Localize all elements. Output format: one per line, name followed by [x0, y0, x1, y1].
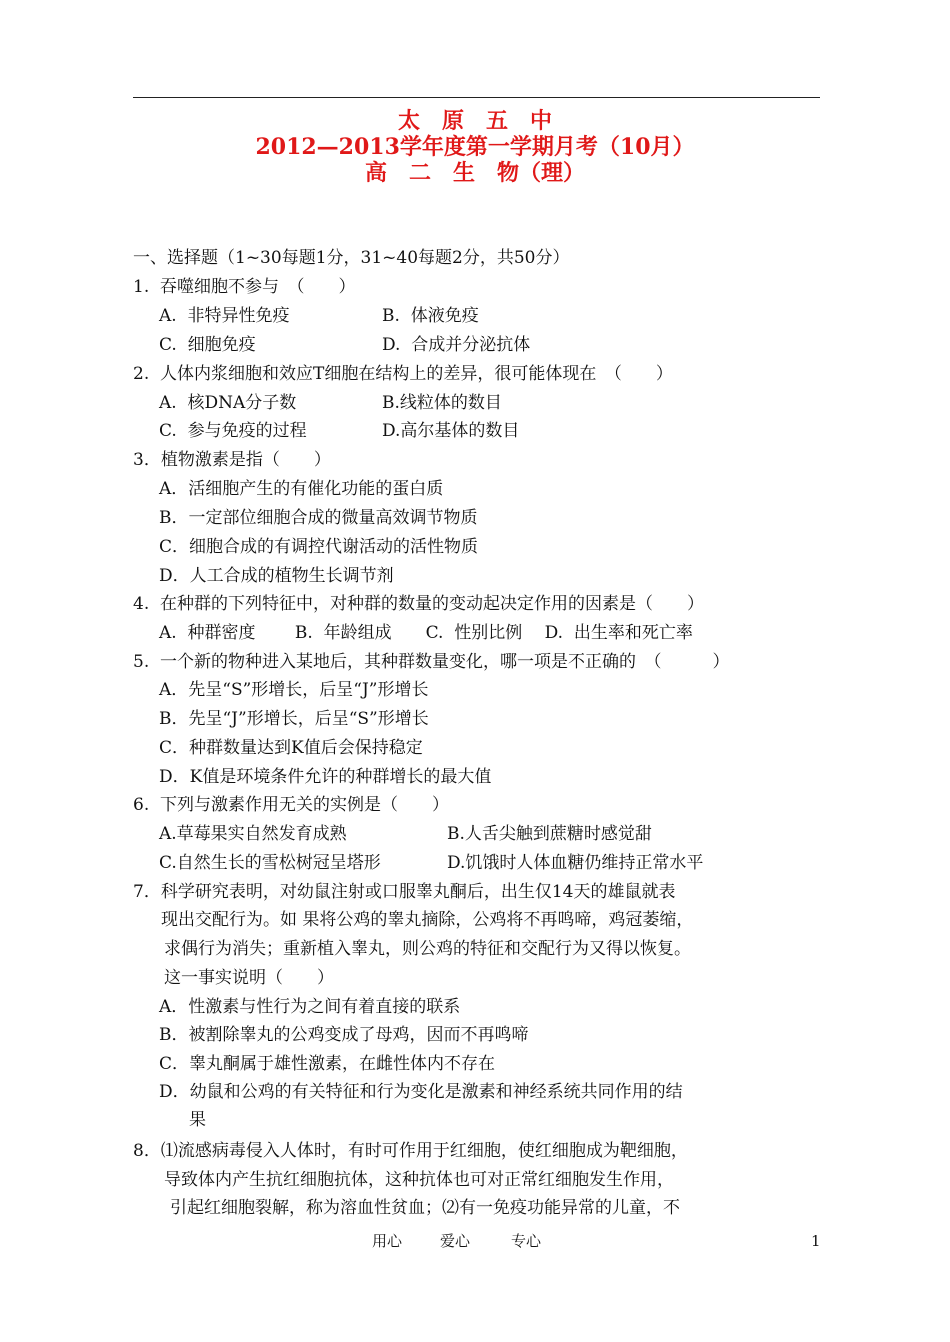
question-1-option-c: C. 细胞免疫 [159, 335, 256, 355]
question-2-option-d: D.高尔基体的数目 [382, 421, 520, 441]
question-5-option-d: D．K值是环境条件允许的种群增长的最大值 [159, 767, 492, 787]
question-6-option-c: C.自然生长的雪松树冠呈塔形 [159, 853, 381, 873]
question-5-option-a: A．先呈“S”形增长，后呈“J”形增长 [159, 680, 429, 700]
question-1-option-b: B. 体液免疫 [382, 306, 479, 326]
subject-title: 高 二 生 物（理） [364, 160, 585, 186]
question-8-stem-line-3: 引起红细胞裂解，称为溶血性贫血；⑵有一免疫功能异常的儿童，不 [170, 1198, 680, 1218]
question-7-option-a: A．性激素与性行为之间有着直接的联系 [159, 997, 461, 1017]
footer-motto-3: 专心 [511, 1232, 542, 1250]
page-number: 1 [811, 1232, 821, 1250]
question-3-option-d: D．人工合成的植物生长调节剂 [159, 566, 394, 586]
question-6-stem: 6. 下列与激素作用无关的实例是（ ） [133, 795, 450, 815]
question-2-option-a: A. 核DNA分子数 [159, 393, 297, 413]
question-7-stem-line-1: 7．科学研究表明，对幼鼠注射或口服睾丸酮后，出生仅14天的雄鼠就表 [133, 882, 676, 902]
section-title: 一、选择题（1~30每题1分，31~40每题2分，共50分） [133, 248, 570, 268]
question-1-option-d: D. 合成并分泌抗体 [382, 335, 531, 355]
question-4-options: A. 种群密度 B. 年龄组成 C. 性别比例 D. 出生率和死亡率 [159, 623, 693, 643]
question-1-stem: 1. 吞噬细胞不参与 （ ） [133, 277, 356, 297]
question-1-option-a: A. 非特异性免疫 [159, 306, 290, 326]
question-8-stem-line-1: 8．⑴流感病毒侵入人体时，有时可作用于红细胞，使红细胞成为靶细胞， [133, 1141, 688, 1161]
question-4-stem: 4. 在种群的下列特征中，对种群的数量的变动起决定作用的因素是（ ） [133, 594, 705, 614]
question-7-stem-line-4: 这一事实说明（ ） [164, 968, 334, 988]
question-6-option-d: D.饥饿时人体血糖仍维持正常水平 [447, 853, 704, 873]
question-6-option-b: B.人舌尖触到蔗糖时感觉甜 [447, 824, 652, 844]
footer-motto-1: 用心 [372, 1232, 403, 1250]
question-3-option-b: B．一定部位细胞合成的微量高效调节物质 [159, 508, 478, 528]
exam-title: 2012—2013学年度第一学期月考（10月） [255, 134, 695, 160]
question-7-stem-line-2: 现出交配行为。如 果将公鸡的睾丸摘除，公鸡将不再鸣啼，鸡冠萎缩， [161, 910, 694, 930]
question-5-option-b: B．先呈“J”形增长，后呈“S”形增长 [159, 709, 429, 729]
header-rule [133, 97, 820, 98]
footer-motto-2: 爱心 [440, 1232, 471, 1250]
question-2-option-b: B.线粒体的数目 [382, 393, 502, 413]
question-5-option-c: C．种群数量达到K值后会保持稳定 [159, 738, 423, 758]
question-7-option-c: C．睾丸酮属于雄性激素，在雌性体内不存在 [159, 1054, 496, 1074]
question-7-option-d-continuation: 果 [189, 1110, 206, 1130]
question-3-option-c: C．细胞合成的有调控代谢活动的活性物质 [159, 537, 479, 557]
question-2-option-c: C. 参与免疫的过程 [159, 421, 307, 441]
question-8-stem-line-2: 导致体内产生抗红细胞抗体，这种抗体也可对正常红细胞发生作用， [164, 1170, 674, 1190]
question-6-option-a: A.草莓果实自然发育成熟 [159, 824, 347, 844]
question-7-option-b: B．被割除睾丸的公鸡变成了母鸡，因而不再鸣啼 [159, 1025, 529, 1045]
question-3-stem: 3．植物激素是指（ ） [133, 450, 331, 470]
question-7-stem-line-3: 求偶行为消失；重新植入睾丸，则公鸡的特征和交配行为又得以恢复。 [164, 939, 691, 959]
question-7-option-d: D．幼鼠和公鸡的有关特征和行为变化是激素和神经系统共同作用的结 [159, 1082, 683, 1102]
question-3-option-a: A．活细胞产生的有催化功能的蛋白质 [159, 479, 444, 499]
school-name: 太 原 五 中 [397, 108, 552, 134]
question-5-stem: 5. 一个新的物种进入某地后，其种群数量变化，哪一项是不正确的 （ ） [133, 652, 730, 672]
question-2-stem: 2. 人体内浆细胞和效应T细胞在结构上的差异，很可能体现在 （ ） [133, 364, 673, 384]
